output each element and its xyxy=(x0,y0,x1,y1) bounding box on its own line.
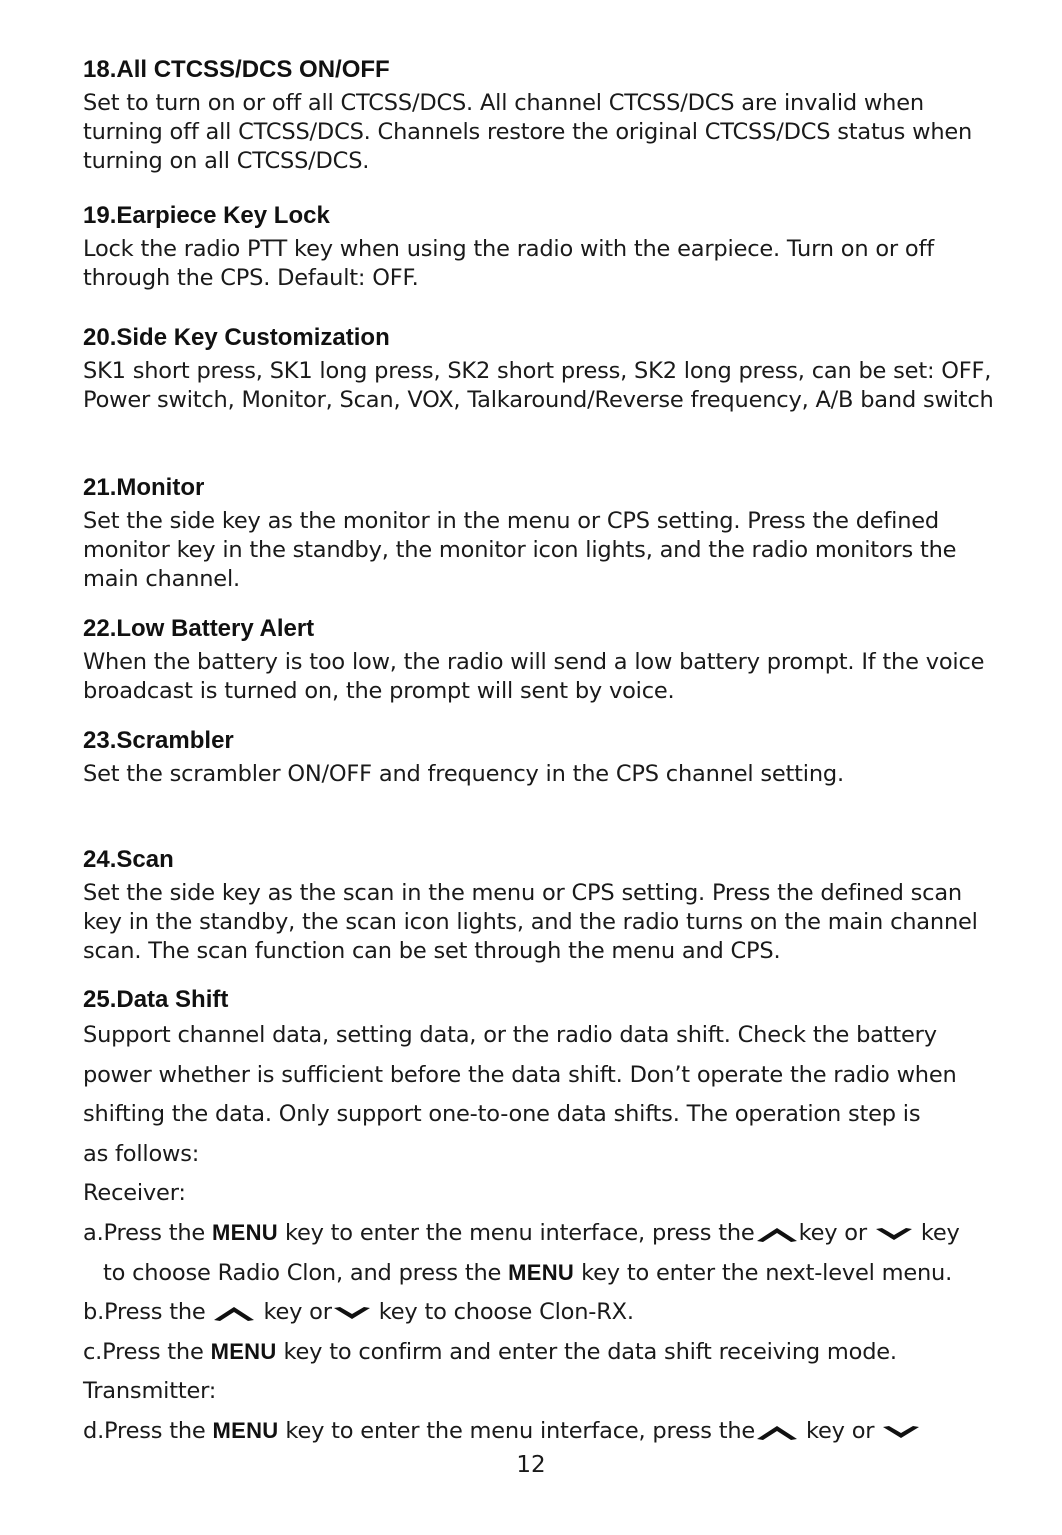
step-b-prefix: b.Press the xyxy=(83,1299,206,1325)
step-a-prefix: a.Press the xyxy=(83,1220,206,1246)
section-22 xyxy=(83,614,1003,706)
down-arrow-icon xyxy=(881,1423,921,1441)
section-25 xyxy=(83,985,1003,1015)
step-a-text: key xyxy=(920,1220,960,1246)
section-21 xyxy=(83,473,1003,594)
step-a-text: key or xyxy=(798,1220,867,1246)
data-shift-intro-line: shifting the data. Only support one-to-one data shifts. The operation step is xyxy=(83,1101,921,1127)
menu-key-label: MENU xyxy=(508,1260,575,1285)
section-heading: 21.Monitor xyxy=(83,474,205,501)
down-arrow-icon xyxy=(874,1225,914,1243)
section-heading: 22.Low Battery Alert xyxy=(83,615,315,642)
menu-key-label: MENU xyxy=(212,1418,279,1443)
up-arrow-icon xyxy=(755,1422,799,1442)
section-body: Lock the radio PTT key when using the radio with the earpiece. Turn on or off through the CPS. Default: OFF. xyxy=(83,236,934,291)
step-a-line-2 xyxy=(103,1258,952,1288)
step-d-text: key to enter the menu interface, press the xyxy=(285,1418,756,1444)
down-arrow-icon xyxy=(332,1304,372,1322)
section-19 xyxy=(83,201,1003,293)
section-body: Set the side key as the scan in the menu or CPS setting. Press the defined scan key in the standby, the scan icon lights, and the radio turns on the main channel scan. The scan function can be set through the menu and CPS. xyxy=(83,880,978,964)
section-body: SK1 short press, SK1 long press, SK2 short press, SK2 long press, can be set: OFF, Power switch, Monitor, Scan, VOX, Talkaround/Reverse frequency, A/B band switch xyxy=(83,358,994,413)
up-arrow-icon xyxy=(755,1224,799,1244)
section-24 xyxy=(83,845,1003,966)
step-c-line xyxy=(83,1337,897,1367)
section-heading: 18.All CTCSS/DCS ON/OFF xyxy=(83,56,390,83)
section-heading: 20.Side Key Customization xyxy=(83,324,390,351)
step-d-prefix: d.Press the xyxy=(83,1418,206,1444)
section-heading: 19.Earpiece Key Lock xyxy=(83,202,330,229)
menu-key-label: MENU xyxy=(212,1220,278,1245)
step-c-text: key to confirm and enter the data shift receiving mode. xyxy=(283,1339,897,1365)
section-heading: 24.Scan xyxy=(83,846,174,873)
receiver-label: Receiver: xyxy=(83,1180,186,1206)
section-23 xyxy=(83,726,1003,789)
step-c-prefix: c.Press the xyxy=(83,1339,204,1365)
data-shift-intro-line: as follows: xyxy=(83,1141,200,1167)
step-b-text: key to choose Clon-RX. xyxy=(378,1299,634,1325)
data-shift-intro-line: Support channel data, setting data, or the radio data shift. Check the battery xyxy=(83,1022,937,1048)
section-heading: 25.Data Shift xyxy=(83,986,229,1013)
step-a-line-1 xyxy=(83,1218,960,1248)
section-heading: 23.Scrambler xyxy=(83,727,234,754)
section-body: Set to turn on or off all CTCSS/DCS. All channel CTCSS/DCS are invalid when turning off all CTCSS/DCS. Channels restore the original CTCSS/DCS status when turning on all CTCSS/DCS. xyxy=(83,90,973,174)
step-d-text: key or xyxy=(806,1418,875,1444)
step-b-line xyxy=(83,1297,634,1327)
step-b-text: key or xyxy=(263,1299,332,1325)
section-body: Set the scrambler ON/OFF and frequency in the CPS channel setting. xyxy=(83,761,844,787)
step-a-text: key to enter the next-level menu. xyxy=(581,1260,953,1286)
section-20 xyxy=(83,323,1003,415)
section-body: Set the side key as the monitor in the menu or CPS setting. Press the defined monitor key in the standby, the monitor icon lights, and the radio monitors the main channel. xyxy=(83,508,957,592)
menu-key-label: MENU xyxy=(210,1339,277,1364)
data-shift-intro-line: power whether is sufficient before the data shift. Don’t operate the radio when xyxy=(83,1062,957,1088)
step-d-line xyxy=(83,1416,921,1446)
section-18 xyxy=(83,55,1003,176)
step-a-text: to choose Radio Clon, and press the xyxy=(103,1260,502,1286)
transmitter-label: Transmitter: xyxy=(83,1378,217,1404)
section-body: When the battery is too low, the radio will send a low battery prompt. If the voice broadcast is turned on, the prompt will sent by voice. xyxy=(83,649,985,704)
page-number: 12 xyxy=(516,1452,546,1478)
step-a-text: key to enter the menu interface, press the xyxy=(284,1220,755,1246)
up-arrow-icon xyxy=(212,1303,256,1323)
